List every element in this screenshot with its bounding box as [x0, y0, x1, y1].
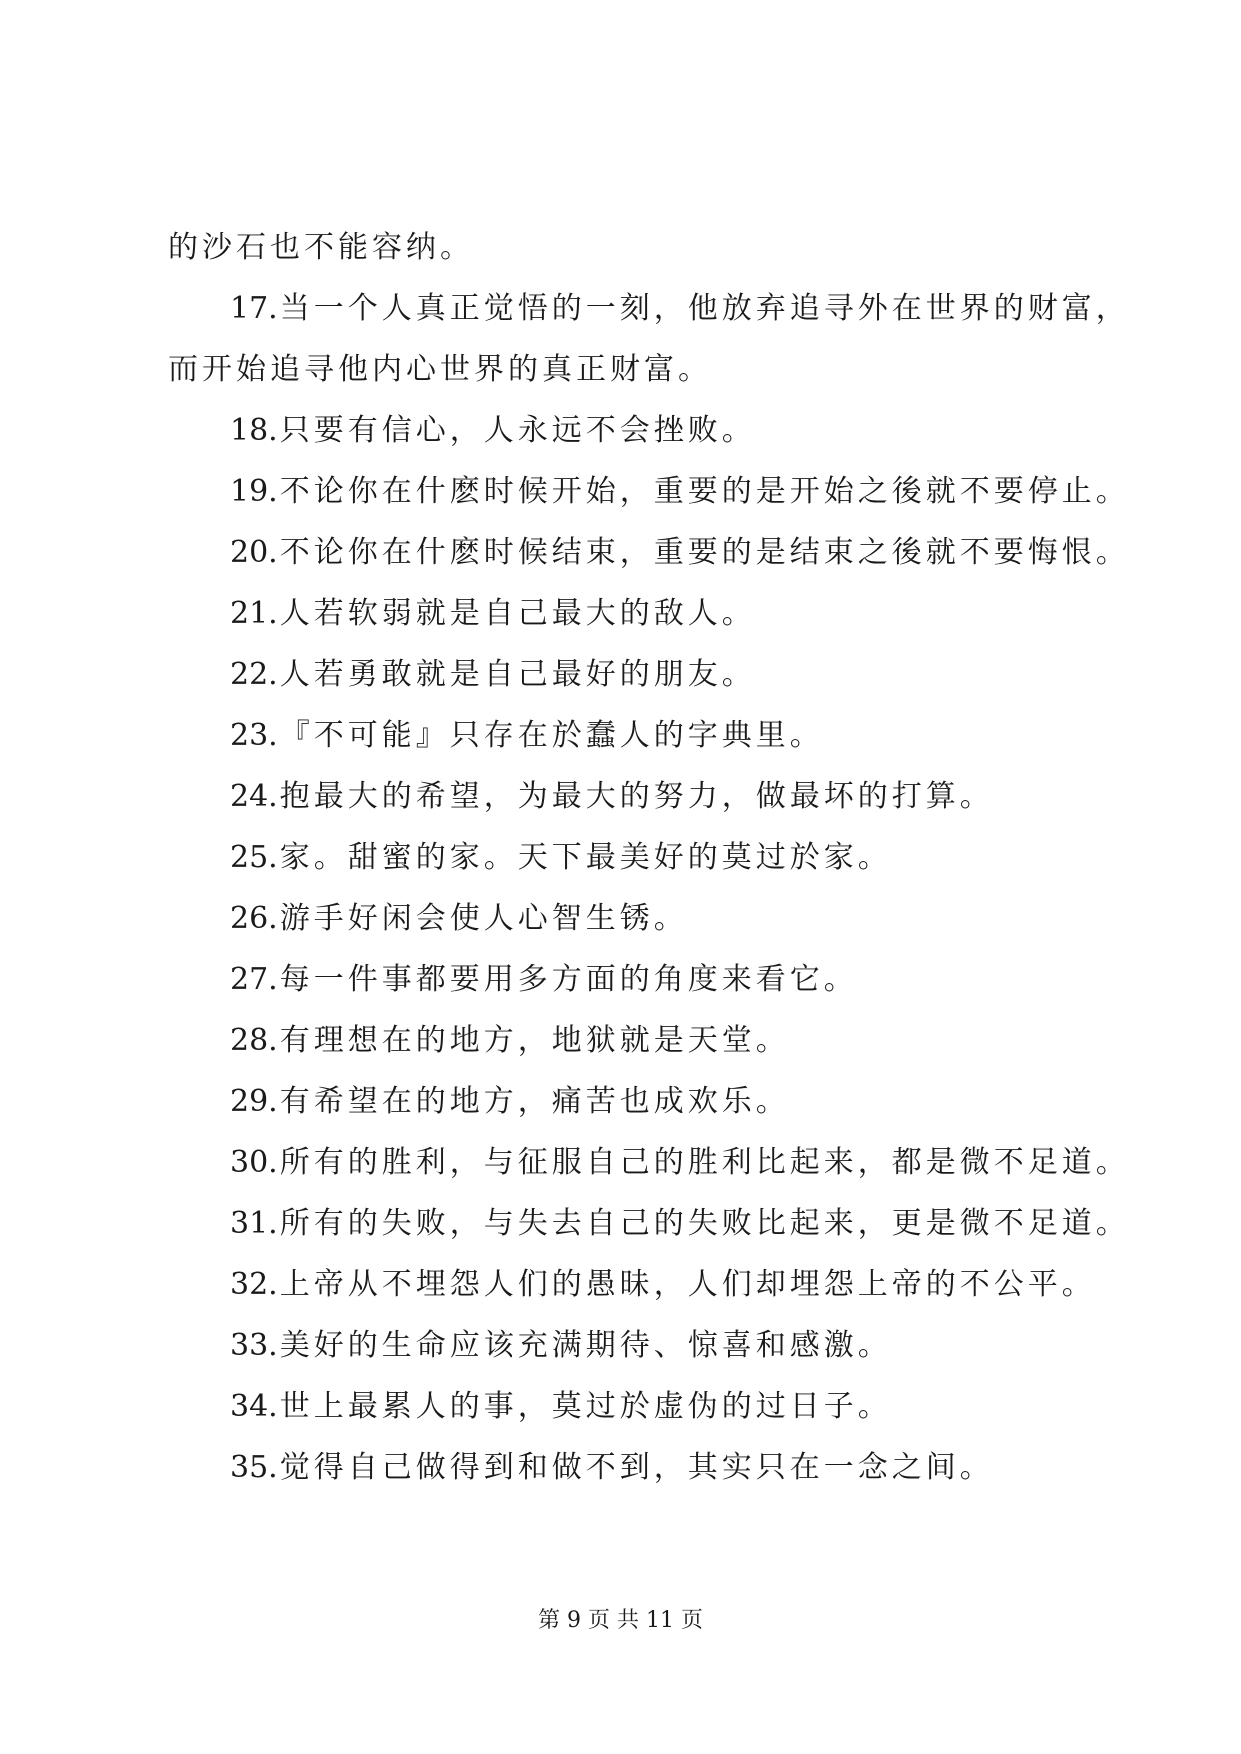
- item-number: 22.: [230, 657, 278, 692]
- quote-item-26: [230, 899, 1181, 939]
- item-text: 只要有信心，人永远不会挫败。: [279, 413, 756, 448]
- item-text: 当一个人真正觉悟的一刻，他放弃追寻外在世界的财富，: [279, 291, 1130, 326]
- item-number: 28.: [230, 1023, 278, 1058]
- item-text: 有希望在的地方，痛苦也成欢乐。: [279, 1084, 790, 1119]
- item-text: 游手好闲会使人心智生锈。: [279, 901, 688, 936]
- item-number: 27.: [230, 962, 278, 997]
- line-text: 的沙石也不能容纳。: [168, 230, 474, 265]
- item-number: 30.: [230, 1145, 278, 1180]
- quote-item-18: [230, 411, 1181, 451]
- item-text: 觉得自己做得到和做不到，其实只在一念之间。: [279, 1450, 994, 1485]
- quote-item-20: [230, 533, 1181, 573]
- quote-item-24: [230, 777, 1181, 817]
- item-number: 33.: [230, 1328, 278, 1363]
- item-number: 21.: [230, 596, 278, 631]
- item-text: 人若勇敢就是自己最好的朋友。: [279, 657, 756, 692]
- item-number: 24.: [230, 779, 278, 814]
- item-text: 美好的生命应该充满期待、惊喜和感激。: [279, 1328, 892, 1363]
- item-text: 抱最大的希望，为最大的努力，做最坏的打算。: [279, 779, 994, 814]
- quote-item-22: [230, 655, 1181, 695]
- item-text: 『不可能』只存在於蠢人的字典里。: [279, 718, 824, 753]
- item-number: 31.: [230, 1206, 278, 1241]
- item-number: 35.: [230, 1450, 278, 1485]
- item-number: 19.: [230, 474, 278, 509]
- item-text: 所有的失败，与失去自己的失败比起来，更是微不足道。: [279, 1206, 1130, 1241]
- quote-item-27: [230, 960, 1181, 1000]
- item-number: 17.: [230, 291, 278, 326]
- item-text: 不论你在什麽时候结束，重要的是结束之後就不要悔恨。: [279, 535, 1130, 570]
- quote-item-23: [230, 716, 1181, 756]
- line-text: 而开始追寻他内心世界的真正财富。: [168, 352, 712, 387]
- item-number: 34.: [230, 1389, 278, 1424]
- quote-item-21: [230, 594, 1181, 634]
- quote-item-34: [230, 1387, 1181, 1427]
- item-text: 世上最累人的事，莫过於虚伪的过日子。: [279, 1389, 892, 1424]
- item-number: 29.: [230, 1084, 278, 1119]
- quote-item-19: [230, 472, 1181, 512]
- paragraph-line: [168, 350, 1181, 390]
- paragraph-line: [168, 228, 1181, 268]
- item-text: 有理想在的地方，地狱就是天堂。: [279, 1023, 790, 1058]
- item-number: 18.: [230, 413, 278, 448]
- quote-item-30: [230, 1143, 1181, 1183]
- quote-item-31: [230, 1204, 1181, 1244]
- item-text: 上帝从不埋怨人们的愚昧，人们却埋怨上帝的不公平。: [279, 1267, 1096, 1302]
- item-text: 家。甜蜜的家。天下最美好的莫过於家。: [279, 840, 892, 875]
- quote-item-25: [230, 838, 1181, 878]
- quote-item-33: [230, 1326, 1181, 1366]
- item-number: 25.: [230, 840, 278, 875]
- item-text: 所有的胜利，与征服自己的胜利比起来，都是微不足道。: [279, 1145, 1130, 1180]
- quote-item-28: [230, 1021, 1181, 1061]
- quote-item-35: [230, 1448, 1181, 1488]
- item-text: 不论你在什麽时候开始，重要的是开始之後就不要停止。: [279, 474, 1130, 509]
- quote-item-29: [230, 1082, 1181, 1122]
- item-number: 26.: [230, 901, 278, 936]
- item-number: 23.: [230, 718, 278, 753]
- item-number: 20.: [230, 535, 278, 570]
- item-text: 人若软弱就是自己最大的敌人。: [279, 596, 756, 631]
- item-number: 32.: [230, 1267, 278, 1302]
- quote-item-32: [230, 1265, 1181, 1305]
- quote-item-17: [230, 289, 1181, 329]
- page-footer: 第 9 页 共 11 页: [538, 1608, 703, 1633]
- item-text: 每一件事都要用多方面的角度来看它。: [279, 962, 858, 997]
